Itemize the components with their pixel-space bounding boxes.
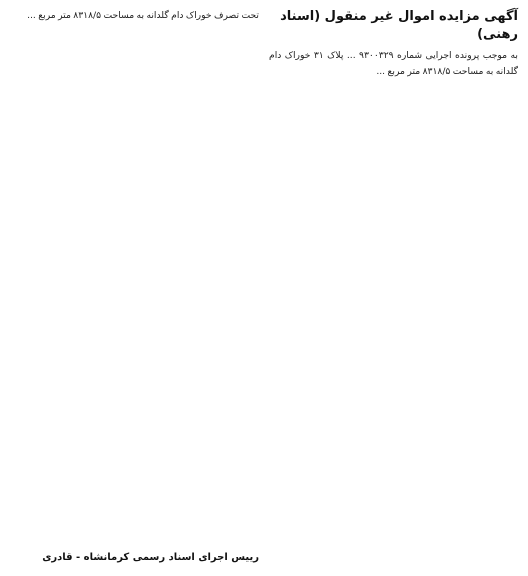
notice-body-left: تحت تصرف خوراک دام گلدانه به مساحت ۸۳۱۸/۵ متر مربع ... bbox=[27, 10, 259, 21]
notice-left-column bbox=[10, 8, 259, 566]
notice-columns bbox=[10, 8, 518, 566]
notice-signature: رییس اجرای اسناد رسمی کرمانشاه - قادری bbox=[42, 552, 259, 563]
notice-title: آگهی مزایده اموال غیر منقول (اسناد رهنی) bbox=[280, 9, 518, 42]
notice-right-column bbox=[269, 8, 518, 566]
notice-body-right: به موجب پرونده اجرایی شماره ۹۳۰۰۳۲۹ ... پلاک ۳۱ خوراک دام گلدانه به مساحت ۸۳۱۸/۵ متر مربع ... bbox=[269, 50, 518, 77]
